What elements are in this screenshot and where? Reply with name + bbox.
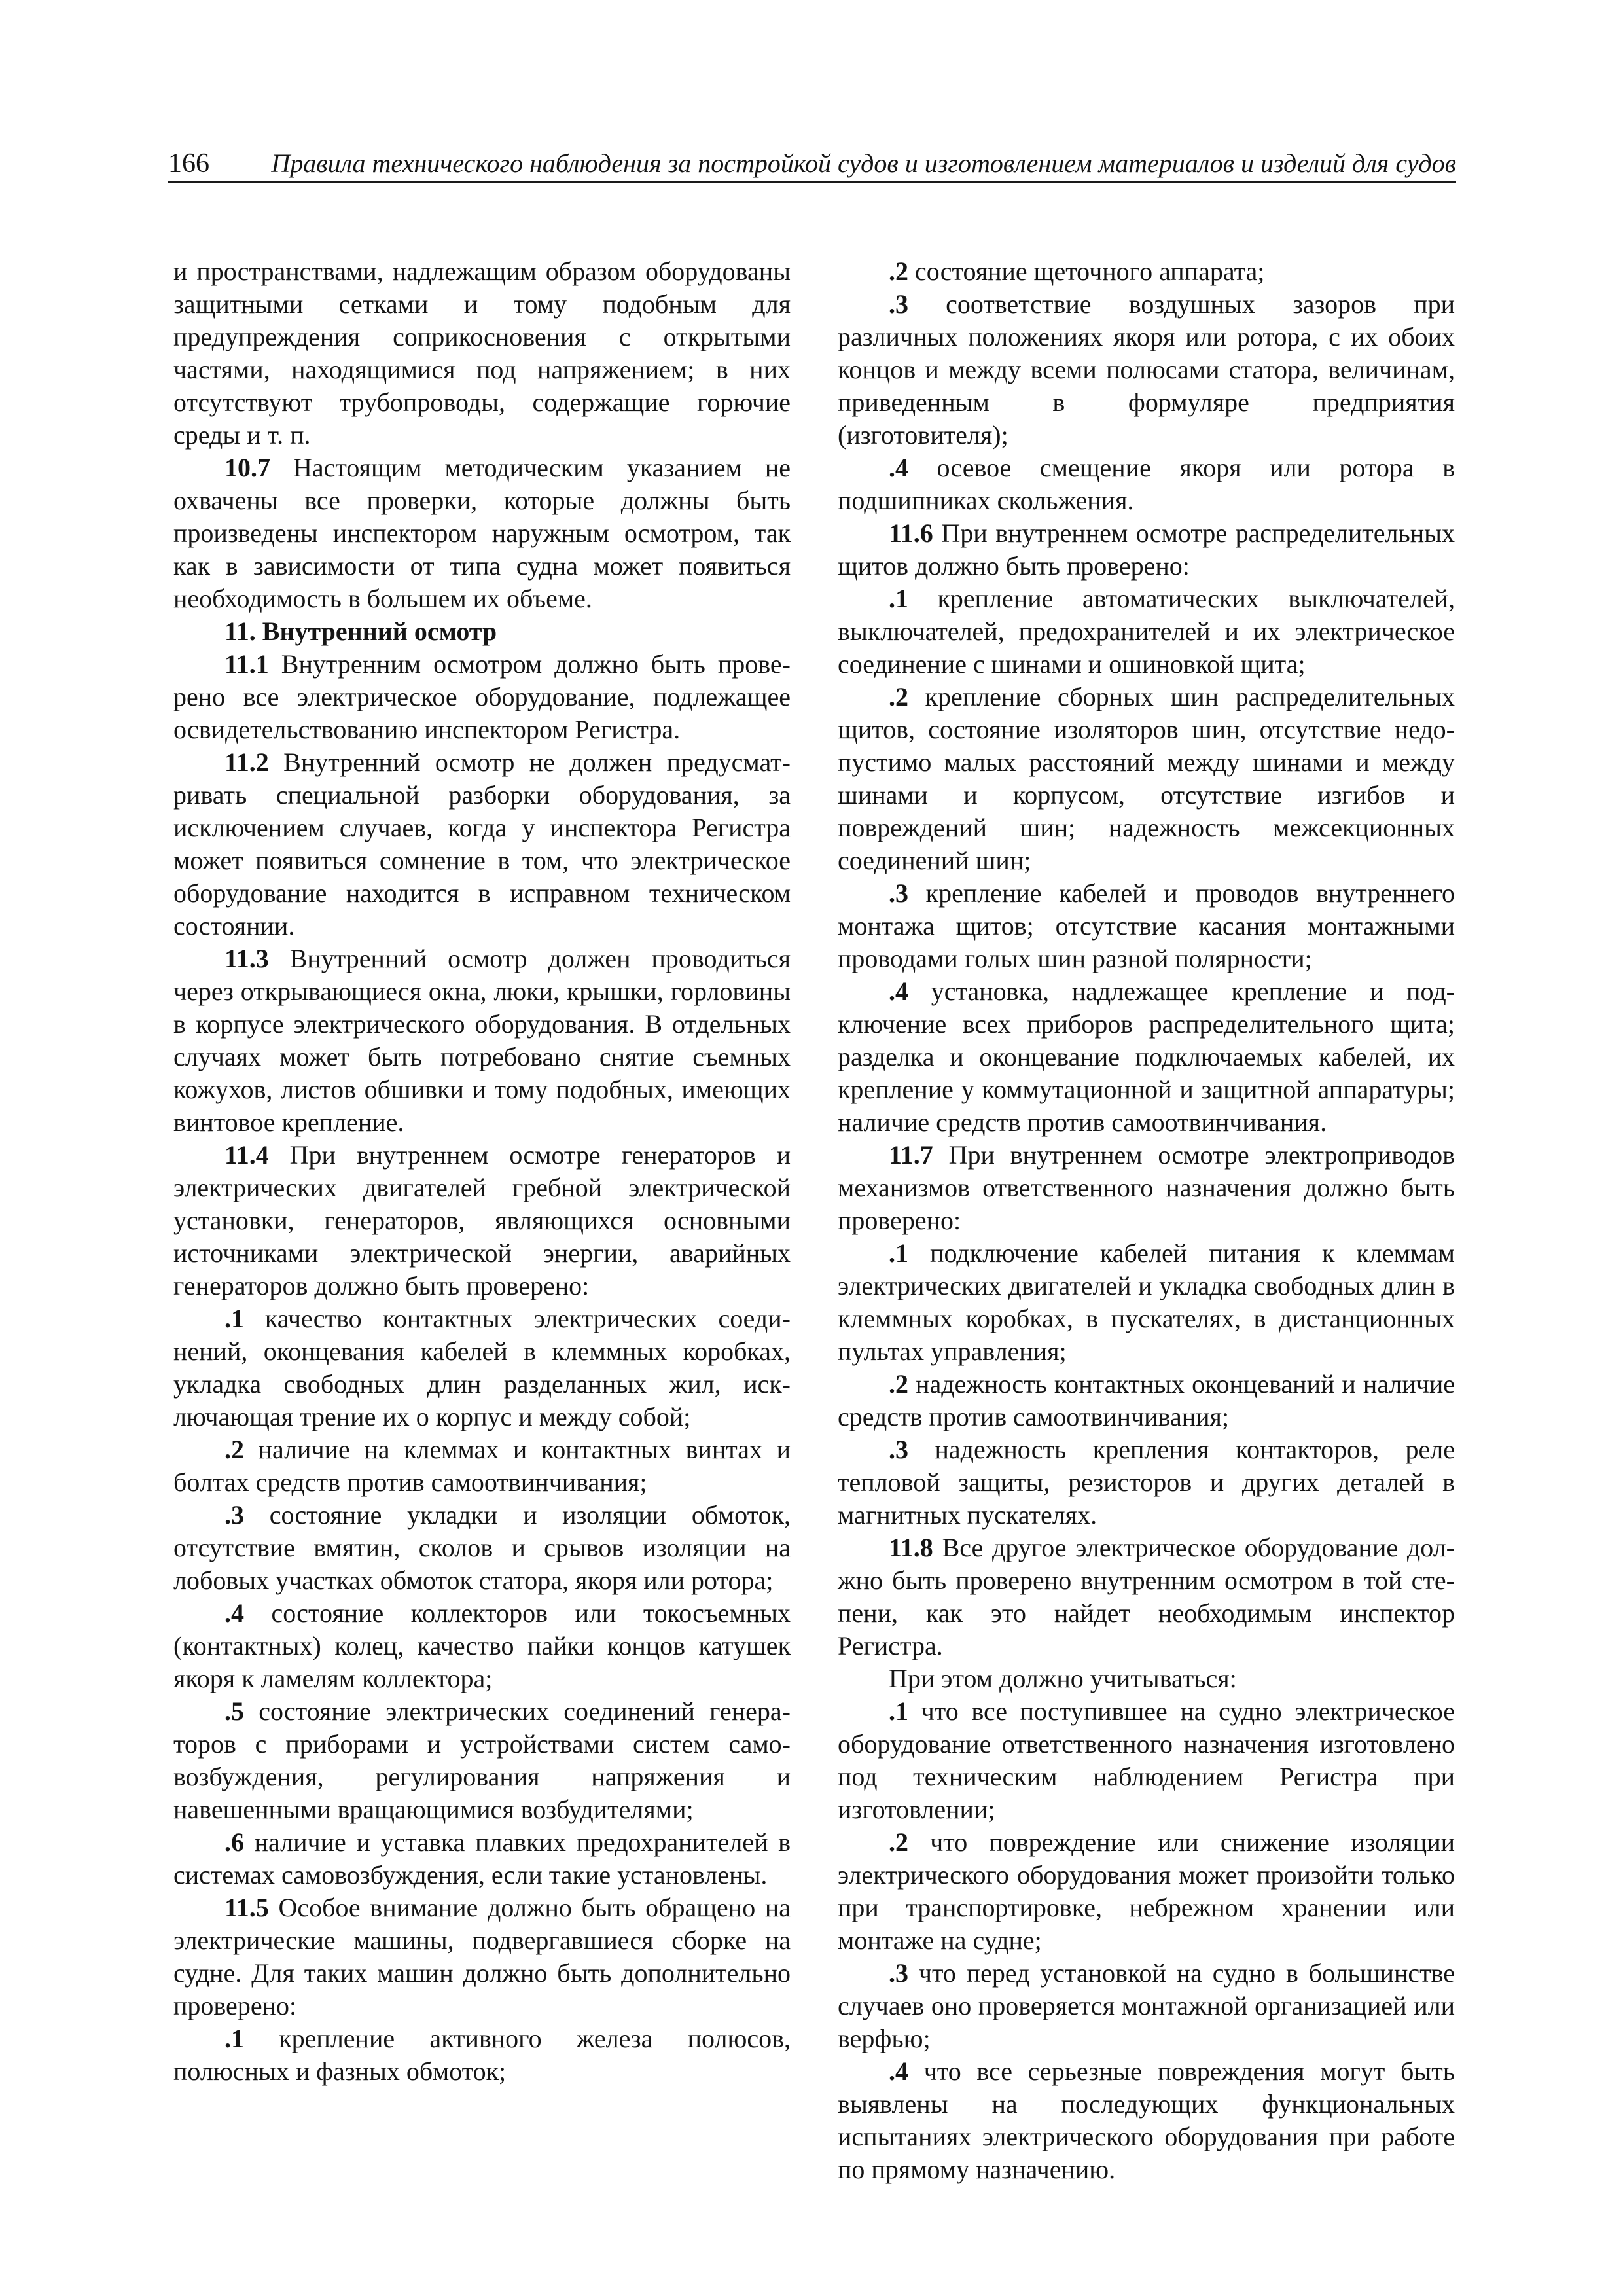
list-item: [838, 255, 1455, 288]
item-number: .1: [889, 1696, 908, 1726]
list-item: [838, 1433, 1455, 1532]
item-number: .2: [224, 1435, 244, 1464]
list-item: [173, 2022, 791, 2088]
paragraph-11-7: [838, 1139, 1455, 1237]
item-number: .4: [889, 977, 908, 1006]
paragraph-10-7: [173, 452, 791, 615]
item-text: состояние коллекторов или токосъемных (контактных) колец, качество пайки концов катушек якоря к ламелям коллектора;: [173, 1598, 791, 1693]
paragraph: При этом должно учитываться:: [889, 1664, 1237, 1693]
running-title: Правила технического наблюдения за постройкой судов и изготовлением материалов и изделий для судов: [271, 149, 1456, 178]
list-item: [173, 1302, 791, 1433]
item-text: состояние электрических соединений генераторов с приборами и устройствами систем самовозбуждения, регулирования напряжения и навешенными вращающимися возбудителями;: [173, 1696, 791, 1824]
clause-number: 11.6: [889, 518, 933, 548]
item-text: соответствие воздушных зазоров при различных положениях якоря или ротора, с их обоих концов и между всеми полюсами статора, величинам, приведенным в формуляре предприятия (изготовителя);: [838, 289, 1455, 450]
clause-number: 11.1: [224, 649, 269, 679]
item-number: .1: [224, 2024, 244, 2053]
item-text: подключение кабелей питания к клеммам электрических двигателей и укладка свободных длин в клеммных коробках, в пускателях, в дистанционных пультах управления;: [838, 1238, 1455, 1366]
page-header: [168, 147, 1456, 180]
item-number: .3: [889, 1435, 908, 1464]
item-text: что повреждение или снижение изоляции электрического оборудования может произойти только при транспортировке, небрежном хранении или монтаже на судне;: [838, 1827, 1455, 1955]
item-text: наличие и уставка плавких предохранителей в системах самовозбуждения, если такие установлены.: [173, 1827, 791, 1890]
item-text: крепление автоматических выключателей, выключателей, предохранителей и их электрическое соединение с шинами и ошиновкой щита;: [838, 584, 1455, 679]
clause-number: 11.7: [889, 1140, 933, 1170]
list-item: [838, 2055, 1455, 2186]
header-rule: [168, 181, 1456, 183]
item-number: .2: [889, 257, 908, 286]
clause-number: 11.5: [224, 1893, 269, 1922]
list-item: [838, 583, 1455, 681]
clause-number: 11.4: [224, 1140, 269, 1170]
list-item: [838, 681, 1455, 877]
list-item: [838, 1368, 1455, 1433]
item-text: надежность крепления контакторов, реле тепловой защиты, резисторов и других деталей в магнитных пускателях.: [838, 1435, 1455, 1530]
clause-number: 10.7: [224, 453, 270, 482]
clause-text: При внутреннем осмотре электроприводов механизмов ответственного назначения должно быть проверено:: [838, 1140, 1455, 1235]
clause-text: При внутреннем осмотре распределительных щитов должно быть проверено:: [838, 518, 1455, 581]
item-number: .1: [889, 1238, 908, 1268]
item-text: наличие на клеммах и контактных винтах и болтах средств против самоотвинчивания;: [173, 1435, 791, 1497]
item-text: установка, надлежащее крепление и подключение всех приборов распределительного щита; разделка и оконцевание подключаемых кабелей, их крепление у коммутационной и защитной аппаратуры; наличие средств против самоотвинчивания.: [838, 977, 1455, 1137]
clause-text: Внутренний осмотр должен проводиться через открывающиеся окна, люки, крышки, горловины в корпусе электрического оборудования. В отдельных случаях может быть потребовано снятие съемных кожухов, листов обшивки и тому подобных, имеющих винтовое крепление.: [173, 944, 791, 1137]
item-number: .2: [889, 682, 908, 711]
item-text: что все серьезные повреждения могут быть выявлены на последующих функциональных испытаниях электрического оборудования при работе по прямому назначению.: [838, 2056, 1455, 2184]
item-number: .6: [224, 1827, 244, 1857]
paragraph: и пространствами, надлежащим образом оборудованы защитными сетками и тому подобным для предупреждения соприкосновения с открытыми частями, находящимися под напряжением; в них отсутствуют трубопроводы, содержащие горючие среды и т. п.: [173, 257, 791, 450]
list-item: [838, 1237, 1455, 1368]
page-number: 166: [168, 149, 209, 179]
list-item: [173, 1695, 791, 1826]
item-text: крепление активного железа полюсов, полюсных и фазных обмоток;: [173, 2024, 791, 2086]
clause-text: Особое внимание должно быть обращено на электрические машины, подвергавшиеся сборке на судне. Для таких машин должно быть дополнительно проверено:: [173, 1893, 791, 2020]
clause-number: 11.2: [224, 747, 269, 777]
item-number: .4: [224, 1598, 244, 1628]
item-text: состояние укладки и изоляции обмоток, отсутствие вмятин, сколов и срывов изоляции на лобовых участках обмоток статора, якоря или ротора;: [173, 1500, 791, 1595]
item-number: .1: [889, 584, 908, 613]
item-text: надежность контактных оконцеваний и наличие средств против самоотвинчивания;: [838, 1369, 1455, 1431]
item-text: качество контактных электрических соединений, оконцевания кабелей в клеммных коробках, укладка свободных длин разделанных жил, исключающая трение их о корпус и между собой;: [173, 1304, 791, 1431]
section-title: 11. Внутренний осмотр: [224, 617, 497, 646]
list-item: [838, 877, 1455, 975]
list-item: [838, 1957, 1455, 2055]
list-item: [173, 1826, 791, 1892]
paragraph-11-4: [173, 1139, 791, 1302]
item-number: .2: [889, 1369, 908, 1399]
list-item: [838, 1826, 1455, 1957]
item-number: .3: [889, 289, 908, 319]
left-column: [173, 255, 791, 2088]
paragraph-11-3: [173, 942, 791, 1139]
list-item: [173, 1597, 791, 1695]
item-number: .4: [889, 453, 908, 482]
item-number: .3: [889, 878, 908, 908]
item-number: .4: [889, 2056, 908, 2086]
item-number: .2: [889, 1827, 908, 1857]
paragraph-11-1: [173, 648, 791, 746]
paragraph-11-6: [838, 517, 1455, 583]
clause-number: 11.8: [889, 1533, 933, 1562]
clause-text: Все другое электрическое оборудование должно быть проверено внутренним осмотром в той степени, как это найдет необходимым инспектор Регистра.: [838, 1533, 1455, 1660]
item-text: крепление кабелей и проводов внутреннего монтажа щитов; отсутствие касания монтажными проводами голых шин разной полярности;: [838, 878, 1455, 973]
paragraph-11-2: [173, 746, 791, 942]
list-item: [838, 975, 1455, 1139]
item-text: крепление сборных шин распределительных щитов, состояние изоляторов шин, отсутствие недопустимо малых расстояний между шинами и между шинами и корпусом, отсутствие изгибов и повреждений шин; надежность межсекционных соединений шин;: [838, 682, 1455, 875]
list-item: [838, 288, 1455, 452]
list-item: [838, 452, 1455, 517]
paragraph-11-8: [838, 1532, 1455, 1662]
clause-text: Внутренним осмотром должно быть проверено все электрическое оборудование, подлежащее освидетельствованию инспектором Регистра.: [173, 649, 791, 744]
right-column: [838, 255, 1455, 2186]
list-item: [838, 1695, 1455, 1826]
list-item: [173, 1499, 791, 1597]
item-number: .5: [224, 1696, 244, 1726]
clause-text: Внутренний осмотр не должен предусматривать специальной разборки оборудования, за исключением случаев, когда у инспектора Регистра может появиться сомнение в том, что электрическое оборудование находится в исправном техническом состоянии.: [173, 747, 791, 941]
item-number: .1: [224, 1304, 244, 1333]
clause-text: Настоящим методическим указанием не охвачены все проверки, которые должны быть произведены инспектором наружным осмотром, так как в зависимости от типа судна может появиться необходимость в большем их объеме.: [173, 453, 791, 613]
item-text: осевое смещение якоря или ротора в подшипниках скольжения.: [838, 453, 1455, 515]
item-number: .3: [224, 1500, 244, 1530]
item-number: .3: [889, 1958, 908, 1988]
paragraph-11-5: [173, 1892, 791, 2022]
item-text: состояние щеточного аппарата;: [908, 257, 1265, 286]
list-item: [173, 1433, 791, 1499]
clause-text: При внутреннем осмотре генераторов и электрических двигателей гребной электрической установки, генераторов, являющихся основными источниками электрической энергии, аварийных генераторов должно быть проверено:: [173, 1140, 791, 1300]
clause-number: 11.3: [224, 944, 269, 973]
item-text: что все поступившее на судно электрическое оборудование ответственного назначения изготовлено под техническим наблюдением Регистра при изготовлении;: [838, 1696, 1455, 1824]
item-text: что перед установкой на судно в большинстве случаев оно проверяется монтажной организацией или верфью;: [838, 1958, 1455, 2053]
